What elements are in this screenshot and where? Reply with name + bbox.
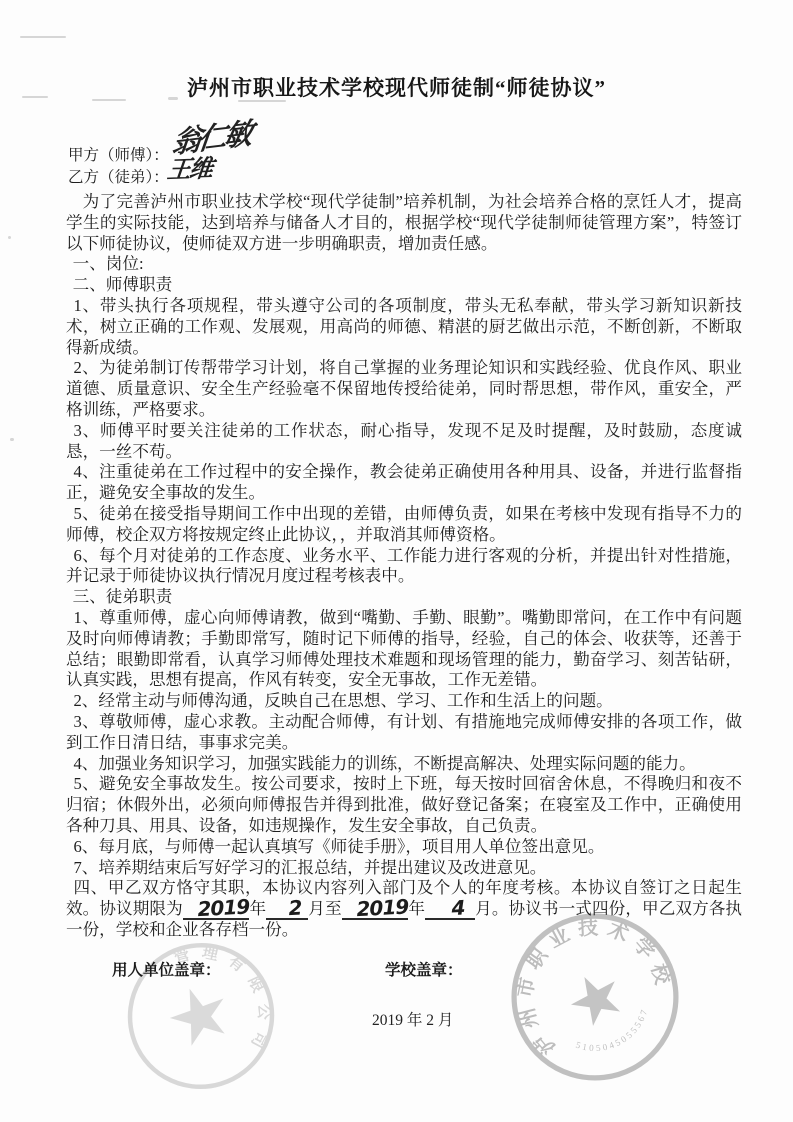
scan-noise (22, 96, 48, 98)
section-4-text-pre: 四、甲乙双方恪守其职，本协议内容列入部门及个人的年度考核。本协议自签订之日起生效。协议期限为 (66, 878, 742, 919)
handwritten-month-from: 2 (287, 895, 302, 921)
signature-date: 2019 年 2 月 (372, 1012, 454, 1029)
school-seal-number: 5105045055567 (574, 1006, 650, 1054)
party-b-signature: 王维 (165, 154, 213, 185)
master-duty-2: 2、为徒弟制订传帮带学习计划，将自己掌握的业务理论知识和实践经验、优良作风、职业道德、质量意识、安全生产经验毫不保留地传授给徒弟，同时帮思想，带作风，重安全，严格训练，严格要求。 (66, 358, 742, 419)
master-duty-1: 1、带头执行各项规程，带头遵守公司的各项制度，带头无私奉献，带头学习新知识新技术，树立正确的工作观、发展观，用高尚的师德、精湛的厨艺做出示范，不断创新，不断取得新成绩。 (66, 295, 742, 357)
label-month-to: 月至 (308, 899, 342, 919)
blank-month-to (425, 895, 475, 921)
company-seal-star-icon (163, 976, 241, 1054)
section-4-text-post: 月。协议书一式四份，甲乙双方各执一份，学校和企业各存档一份。 (66, 899, 743, 940)
party-b-label: 乙方（徒弟）： (68, 169, 169, 186)
agreement-body (66, 192, 742, 941)
handwritten-year-from: 2019 (197, 894, 251, 922)
master-duty-6: 6、每个月对徒弟的工作态度、业务水平、工作能力进行客观的分析，并提出针对性措施，并记录于师徒协议执行情况月度过程考核表中。 (66, 545, 742, 586)
blank-year-to (342, 894, 409, 922)
scan-noise (92, 99, 126, 101)
master-duty-4: 4、注重徒弟在工作过程中的安全操作，教会徒弟正确使用各种用具、设备，并进行监督指正，避免安全事故的发生。 (66, 462, 742, 503)
school-seal-text: 泸州市职业技术学校 (514, 916, 676, 1059)
apprentice-duty-2: 2、经常主动与师傅沟通，反映自己在思想、学习、工作和生活上的问题。 (73, 691, 613, 711)
company-seal-text: 管理有限公司 (172, 944, 273, 1060)
scan-noise (8, 236, 11, 239)
handwritten-month-to: 4 (450, 895, 465, 921)
label-year-1: 年 (249, 899, 267, 919)
scan-noise (168, 97, 178, 100)
party-a-signature: 翁仁敏 (170, 115, 252, 161)
scan-noise (10, 438, 14, 441)
apprentice-duty-4: 4、加强业务知识学习，加强实践能力的训练，不断提高解决、处理实际问题的能力。 (73, 753, 696, 773)
scan-noise (238, 100, 286, 102)
scan-noise (20, 36, 66, 38)
blank-year-from (183, 894, 251, 922)
employer-seal-label: 用人单位盖章： (112, 962, 221, 979)
party-a-label: 甲方（师傅）： (68, 147, 169, 164)
section-3-heading: 三、徒弟职责 (72, 587, 173, 607)
label-year-2: 年 (408, 899, 426, 919)
parties-block (68, 115, 252, 186)
party-a-line (68, 115, 252, 164)
section-4-paragraph (66, 878, 742, 941)
document-title: 泸州市职业技术学校现代师徒制“师徒协议” (187, 76, 606, 100)
apprentice-duty-3: 3、尊敬师傅，虚心求教。主动配合师傅，有计划、有措施地完成师傅安排的各项工作，做到工作日清日结，事事求完美。 (66, 711, 742, 752)
master-duty-5: 5、徒弟在接受指导期间工作中出现的差错，由师傅负责，如果在考核中发现有指导不力的师傅，校企双方将按规定终止此协议，，并取消其师傅资格。 (66, 503, 742, 544)
intro-paragraph: 为了完善泸州市职业技术学校“现代学徒制”培养机制，为社会培养合格的烹饪人才，提高学生的实际技能，达到培养与储备人才目的，根据学校“现代学徒制师徒管理方案”，特签订以下师徒协议，使师徒双方进一步明确职责，增加责任感。 (66, 192, 742, 253)
apprentice-duty-5: 5、避免安全事故发生。按公司要求，按时上下班，每天按时回宿舍休息，不得晚归和夜不归宿；休假外出，必须向师傅报告并得到批准，做好登记备案；在寝室及工作中，正确使用各种刀具、用具、设备，如违规操作，发生安全事故，自己负责。 (66, 774, 742, 835)
apprentice-duty-6: 6、每月底，与师傅一起认真填写《师徒手册》，项目用人单位签出意见。 (73, 836, 605, 856)
school-seal-star-icon (562, 965, 628, 1030)
apprentice-duty-7: 7、培养期结束后写好学习的汇报总结，并提出建议及改进意见。 (73, 857, 547, 877)
blank-month-from (266, 895, 308, 921)
section-2-heading: 二、师傅职责 (72, 275, 173, 295)
handwritten-year-to: 2019 (356, 894, 409, 922)
school-seal-label: 学校盖章： (385, 962, 463, 979)
master-duty-3: 3、师傅平时要关注徒弟的工作状态，耐心指导，发现不足及时提醒，及时鼓励，态度诚恳，一丝不苟。 (66, 420, 742, 461)
section-1-heading: 一、岗位: (72, 254, 144, 274)
apprentice-duty-1: 1、尊重师傅，虚心向师傅请教，做到“嘴勤、手勤、眼勤”。嘴勤即常问，在工作中有问题及时向师傅请教；手勤即常写，随时记下师傅的指导，经验，自己的体会、收获等，还善于总结；眼勤即常看，认真学习师傅处理技术难题和现场管理的能力，勤奋学习、刻苦钻研，认真实践，思想有提高，作风有转变，安全无事故，工作无差错。 (66, 607, 742, 690)
